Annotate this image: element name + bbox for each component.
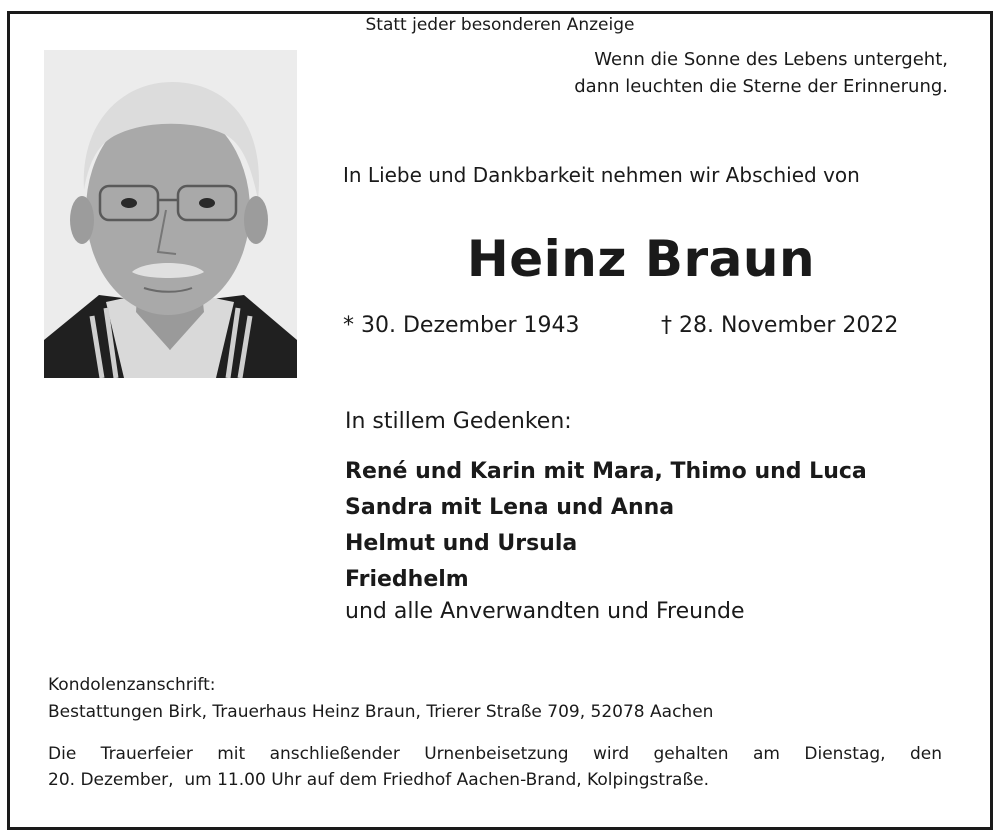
birth-date: * 30. Dezember 1943 (343, 313, 580, 338)
motto-line: Wenn die Sonne des Lebens untergeht, (594, 49, 948, 70)
ceremony-line: Die Trauerfeier mit anschließender Urnenbeisetzung wird gehalten am Dienstag, den (48, 744, 942, 764)
ceremony-line: 20. Dezember, um 11.00 Uhr auf dem Friedhof Aachen-Brand, Kolpingstraße. (48, 770, 710, 790)
mourner-line: Sandra mit Lena und Anna (345, 495, 675, 520)
mourners-list (345, 454, 867, 598)
condolence-address-line: Bestattungen Birk, Trauerhaus Heinz Braun, Trierer Straße 709, 52078 Aachen (48, 702, 714, 722)
motto-line: dann leuchten die Sterne der Erinnerung. (574, 76, 948, 97)
ceremony-info (48, 741, 942, 793)
condolence-address (48, 672, 713, 726)
closing-line: und alle Anverwandten und Freunde (345, 599, 745, 624)
deceased-name: Heinz Braun (466, 230, 816, 288)
memory-heading: In stillem Gedenken: (345, 409, 572, 434)
motto-quote (574, 46, 948, 100)
death-date: † 28. November 2022 (661, 313, 899, 338)
portrait-photo (44, 50, 297, 378)
mourner-line: René und Karin mit Mara, Thimo und Luca (345, 459, 867, 484)
intro-text: In Liebe und Dankbarkeit nehmen wir Abschied von (343, 163, 860, 187)
condolence-label: Kondolenzanschrift: (48, 675, 216, 695)
notice-header (10, 14, 990, 36)
mourner-line: Helmut und Ursula (345, 531, 578, 556)
mourner-line: Friedhelm (345, 567, 469, 592)
header-label: Statt jeder besonderen Anzeige (352, 14, 649, 36)
